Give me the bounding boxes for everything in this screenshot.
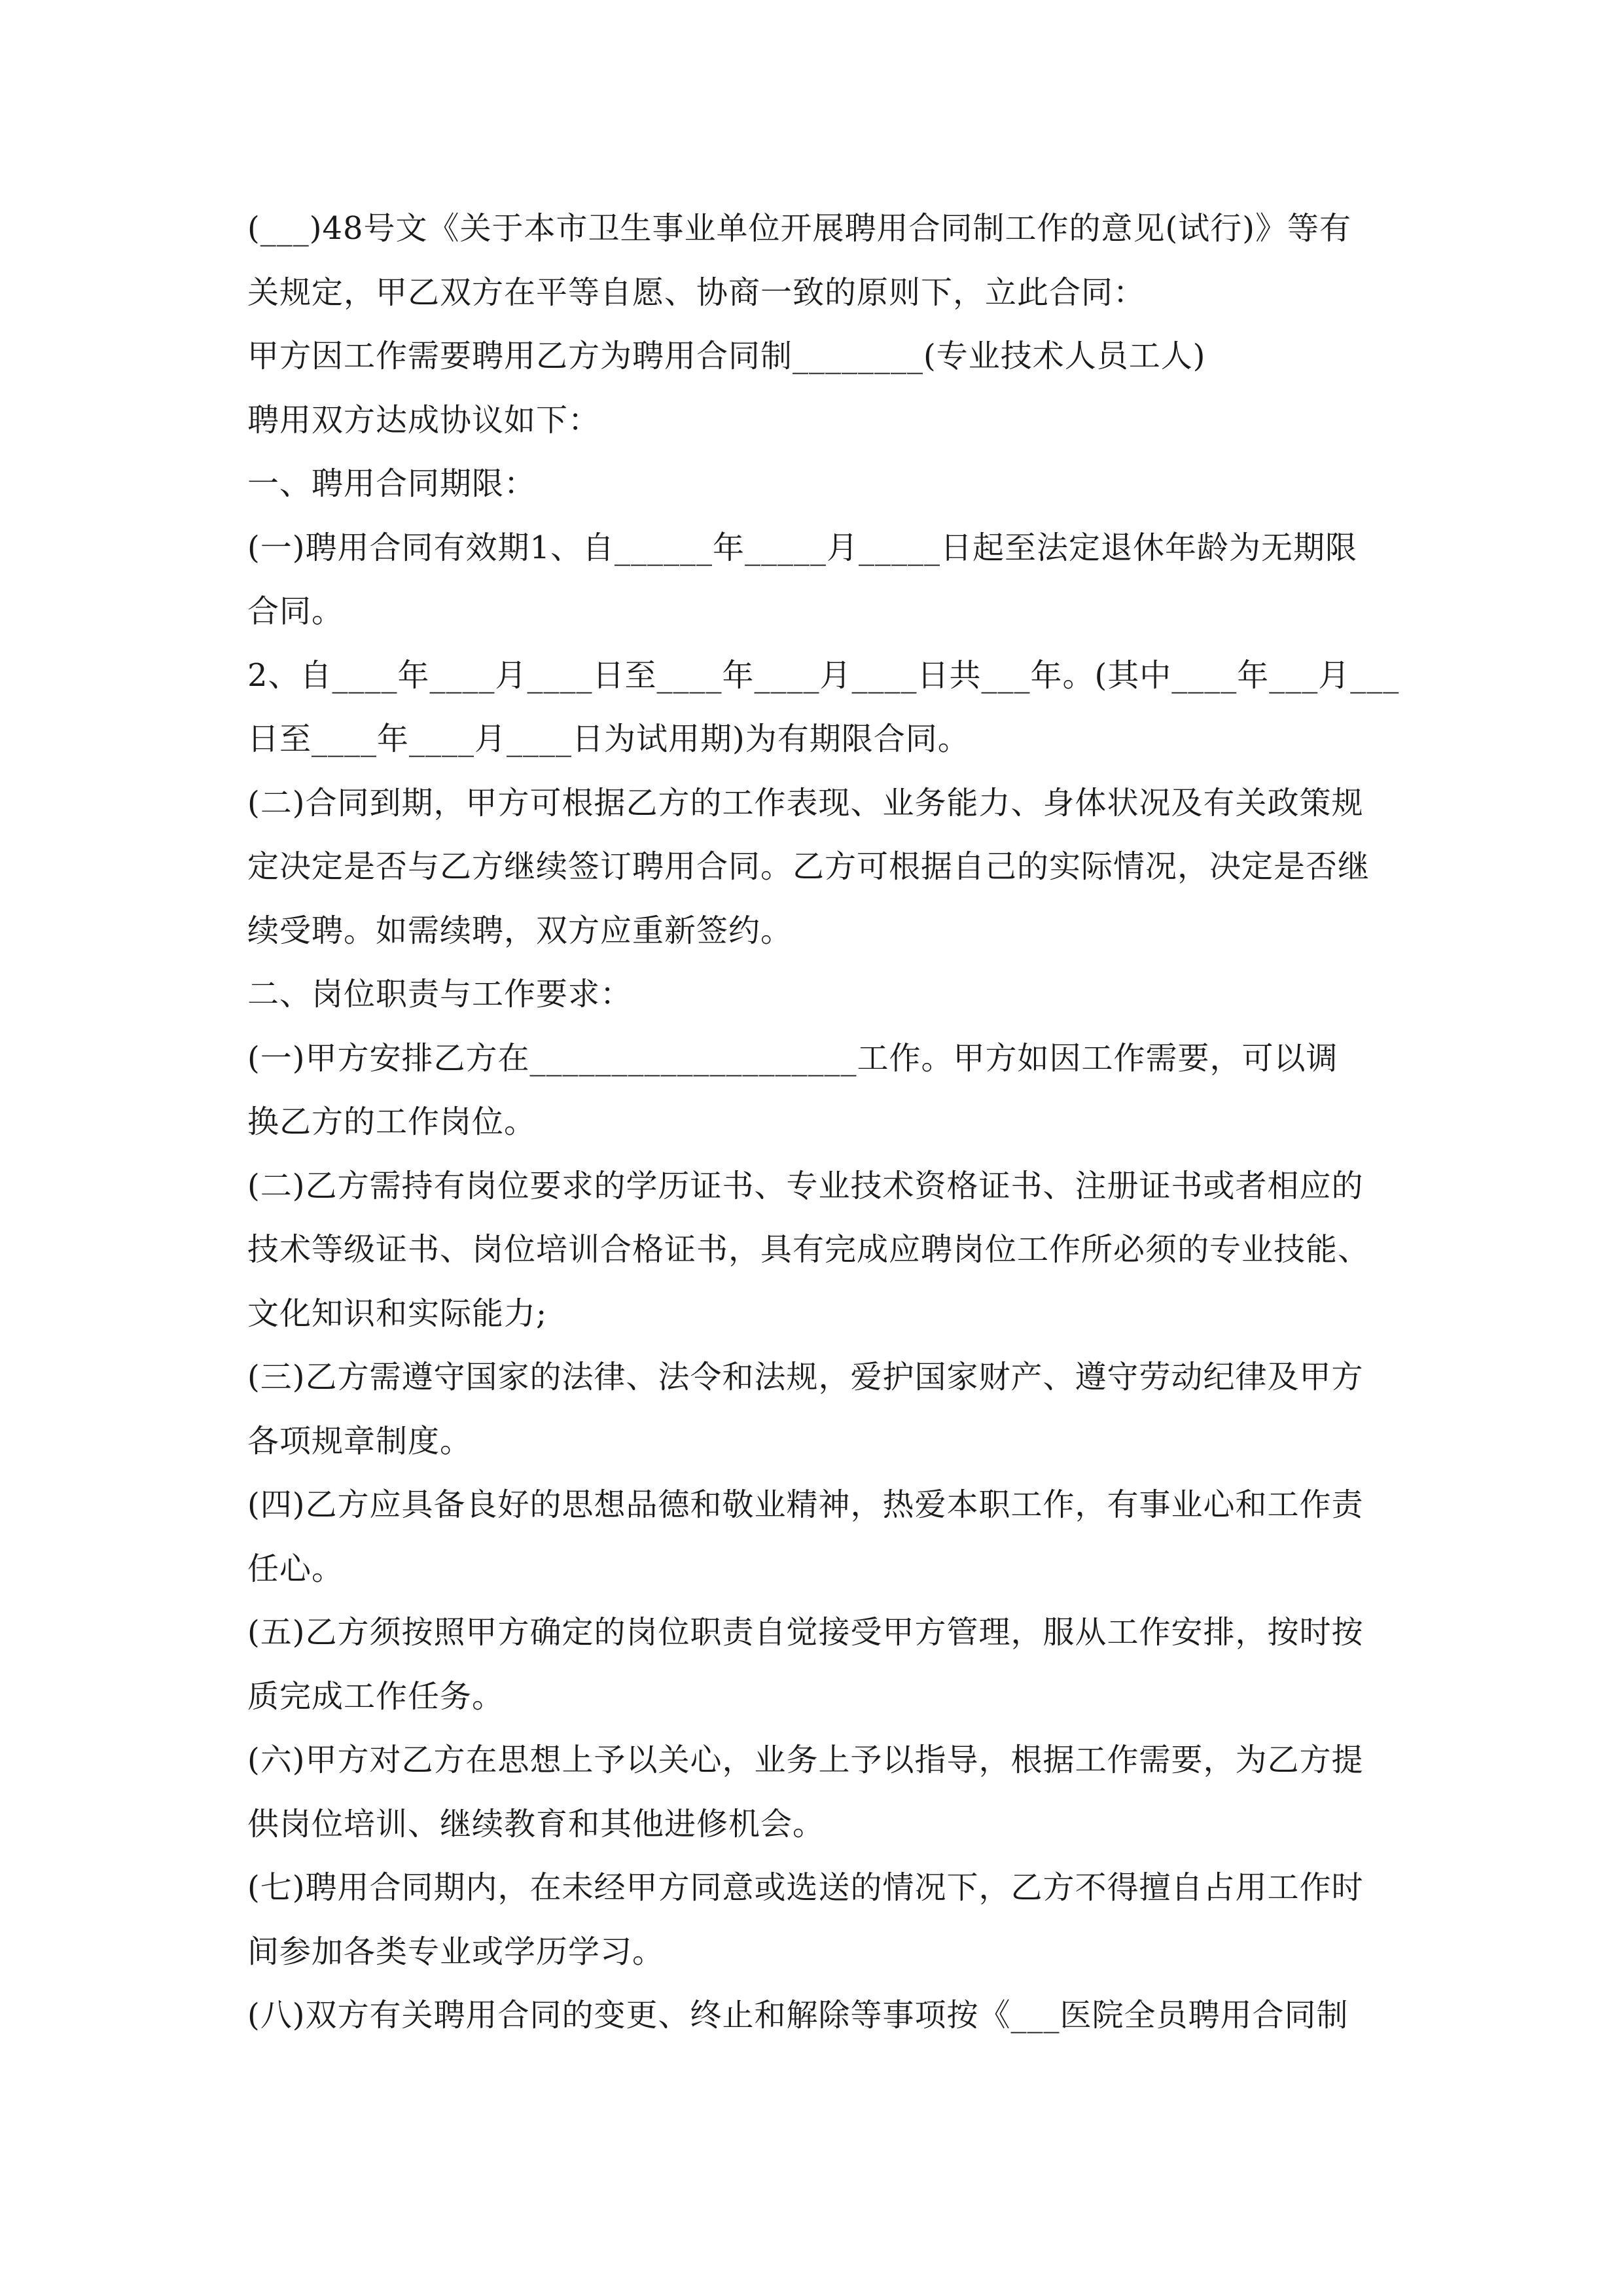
text-line: 技术等级证书、岗位培训合格证书，具有完成应聘岗位工作所必须的专业技能、 bbox=[247, 1231, 1370, 1268]
text-line: (八)双方有关聘用合同的变更、终止和解除等事项按《___医院全员聘用合同制 bbox=[247, 1997, 1349, 2034]
section-heading: 二、岗位职责与工作要求： bbox=[247, 976, 633, 1013]
text-line: 续受聘。如需续聘，双方应重新签约。 bbox=[247, 912, 793, 949]
text-line: 间参加各类专业或学历学习。 bbox=[247, 1933, 665, 1970]
text-line: 任心。 bbox=[247, 1550, 344, 1587]
text-line: (七)聘用合同期内，在未经甲方同意或选送的情况下，乙方不得擅自占用工作时 bbox=[247, 1869, 1364, 1906]
text-line: (四)乙方应具备良好的思想品德和敬业精神，热爱本职工作，有事业心和工作责 bbox=[247, 1486, 1364, 1523]
contract-body bbox=[247, 204, 1400, 2055]
text-line: 合同。 bbox=[247, 593, 344, 630]
text-line: 供岗位培训、继续教育和其他进修机会。 bbox=[247, 1805, 825, 1842]
text-line: 各项规章制度。 bbox=[247, 1422, 473, 1460]
text-line: (五)乙方须按照甲方确定的岗位职责自觉接受甲方管理，服从工作安排，按时按 bbox=[247, 1614, 1364, 1651]
text-line: 文化知识和实际能力; bbox=[247, 1295, 548, 1332]
text-line: 甲方因工作需要聘用乙方为聘用合同制________(专业技术人员工人) bbox=[247, 338, 1206, 374]
text-line: (一)聘用合同有效期1、自______年_____月_____日起至法定退休年龄为无期限 bbox=[247, 529, 1357, 566]
text-line: 定决定是否与乙方继续签订聘用合同。乙方可根据自己的实际情况，决定是否继 bbox=[247, 848, 1370, 885]
text-line: 2、自____年____月____日至____年____月____日共___年。(其中____年___月___ bbox=[247, 656, 1400, 694]
text-line: (二)乙方需持有岗位要求的学历证书、专业技术资格证书、注册证书或者相应的 bbox=[247, 1167, 1364, 1204]
text-line: (___)48号文《关于本市卫生事业单位开展聘用合同制工作的意见(试行)》等有 bbox=[247, 210, 1351, 247]
text-line: 关规定，甲乙双方在平等自愿、协商一致的原则下，立此合同： bbox=[247, 274, 1146, 311]
text-line: (一)甲方安排乙方在____________________工作。甲方如因工作需要，可以调 bbox=[247, 1039, 1338, 1077]
text-line: 质完成工作任务。 bbox=[247, 1677, 505, 1715]
section-heading: 一、聘用合同期限： bbox=[247, 465, 537, 502]
text-line: 日至____年____月____日为试用期)为有期限合同。 bbox=[247, 721, 970, 757]
text-line: (二)合同到期，甲方可根据乙方的工作表现、业务能力、身体状况及有关政策规 bbox=[247, 784, 1364, 821]
text-line: 换乙方的工作岗位。 bbox=[247, 1103, 537, 1140]
text-line: 聘用双方达成协议如下： bbox=[247, 401, 601, 439]
text-line: (六)甲方对乙方在思想上予以关心，业务上予以指导，根据工作需要，为乙方提 bbox=[247, 1742, 1364, 1778]
text-line: (三)乙方需遵守国家的法律、法令和法规，爱护国家财产、遵守劳动纪律及甲方 bbox=[247, 1359, 1364, 1395]
